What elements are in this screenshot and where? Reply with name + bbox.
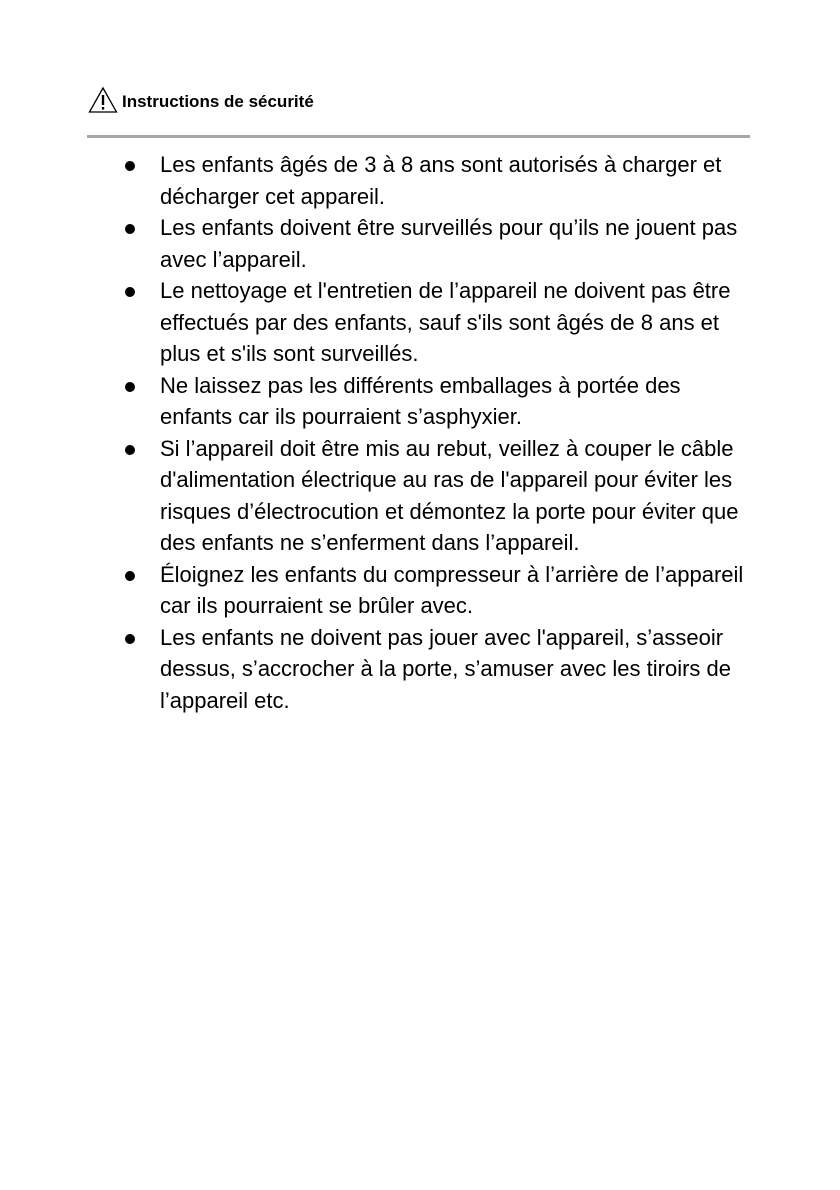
warning-triangle-icon [88,86,118,114]
list-item [118,370,758,433]
list-item [118,212,758,275]
list-item [118,622,758,717]
bullet-icon [118,275,160,307]
bullet-icon [118,622,160,654]
list-item-text: Les enfants doivent être surveillés pour qu’ils ne jouent pas avec l’appareil. [160,215,738,272]
bullet-icon [118,149,160,181]
list-item-text: Si l’appareil doit être mis au rebut, veillez à couper le câble d'alimentation électrique au ras de l'appareil pour éviter les risques d’électrocution et démontez la porte pour éviter que des enfants ne s’enferment dans l’appareil. [160,435,739,555]
bullet-icon [118,433,160,465]
list-item-text: Les enfants âgés de 3 à 8 ans sont autorisés à charger et décharger cet appareil. [160,152,722,209]
bullet-icon [118,370,160,402]
list-item-text: Éloignez les enfants du compresseur à l’arrière de l’appareil car ils pourraient se brûler avec. [160,561,744,618]
list-item [118,149,758,212]
section-header [88,86,314,114]
list-item [118,433,758,559]
safety-instructions-list [118,149,758,716]
bullet-icon [118,212,160,244]
list-item [118,559,758,622]
header-divider [87,135,750,138]
bullet-icon [118,559,160,591]
list-item [118,275,758,370]
list-item-text: Les enfants ne doivent pas jouer avec l'appareil, s’asseoir dessus, s’accrocher à la porte, s’amuser avec les tiroirs de l’appareil etc. [160,624,732,713]
list-item-text: Le nettoyage et l'entretien de l’appareil ne doivent pas être effectués par des enfants, sauf s'ils sont âgés de 8 ans et plus et s'ils sont surveillés. [160,278,731,366]
page-title: Instructions de sécurité [122,92,314,111]
list-item-text: Ne laissez pas les différents emballages à portée des enfants car ils pourraient s’asphyxier. [160,372,681,429]
